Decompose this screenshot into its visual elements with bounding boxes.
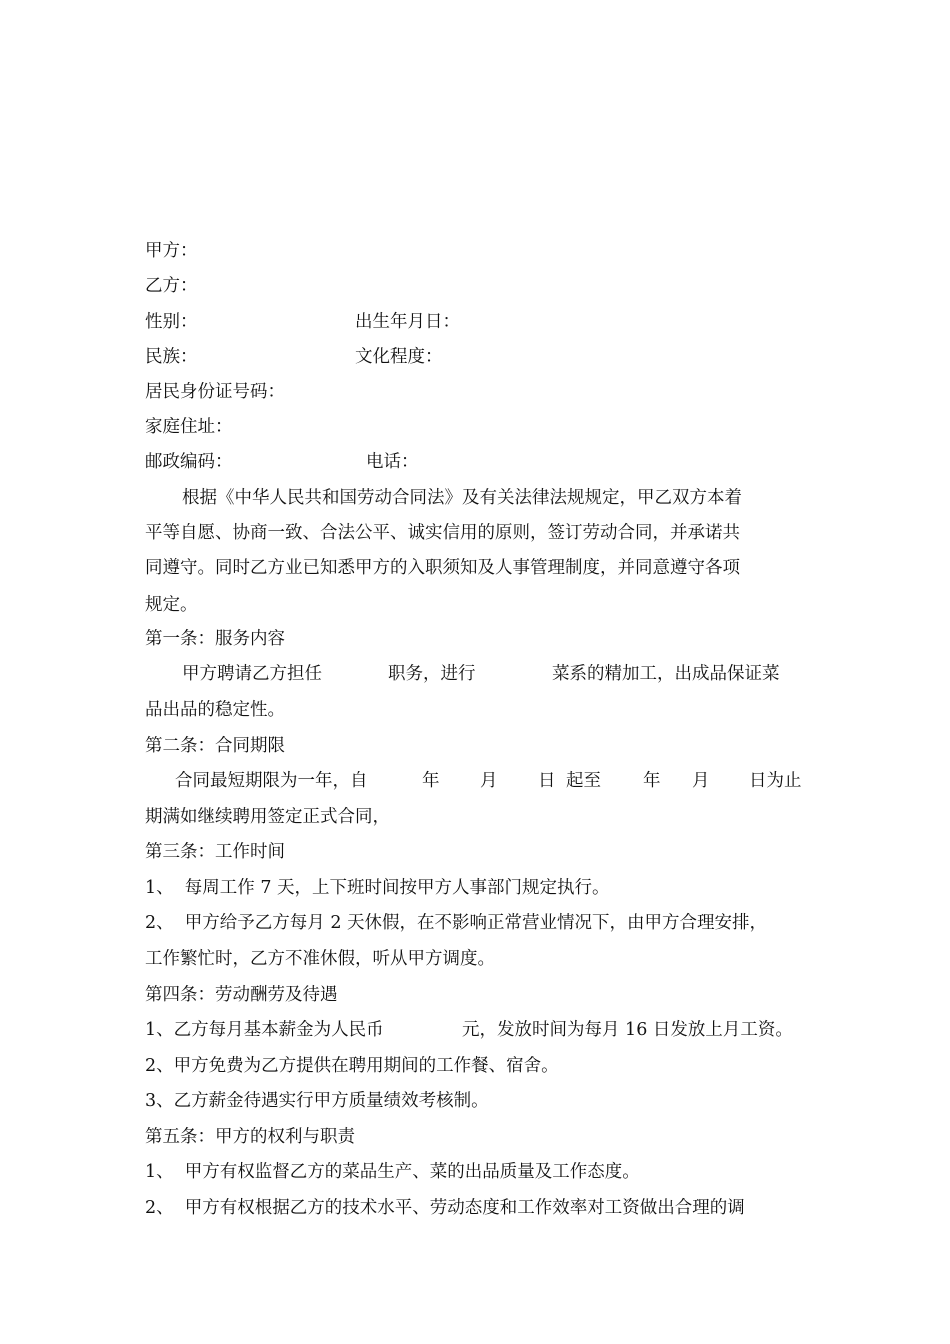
preamble-line: 平等自愿、协商一致、合法公平、诚实信用的原则，签订劳动合同，并承诺共 (145, 523, 740, 543)
postal-code-label: 邮政编码： (145, 452, 233, 472)
article-4-item: 2、甲方免费为乙方提供在聘用期间的工作餐、宿舍。 (145, 1056, 559, 1076)
article-4-item: 元，发放时间为每月 16 日发放上月工资。 (462, 1020, 793, 1040)
article-2-text: 起至 (566, 771, 601, 791)
preamble-line: 同遵守。同时乙方业已知悉甲方的入职须知及人事管理制度，并同意遵守各项 (145, 558, 740, 578)
article-4-title: 第四条：劳动酬劳及待遇 (145, 985, 338, 1005)
address-label: 家庭住址： (145, 417, 233, 437)
article-3-item: 工作繁忙时，乙方不准休假，听从甲方调度。 (145, 949, 495, 969)
article-3-item: 2、 甲方给予乙方每月 2 天休假，在不影响正常营业情况下，由甲方合理安排， (145, 913, 768, 933)
article-3-item: 1、 每周工作 7 天，上下班时间按甲方人事部门规定执行。 (145, 878, 610, 898)
article-1-text: 菜系的精加工，出成品保证菜 (552, 664, 780, 684)
article-1-title: 第一条：服务内容 (145, 629, 285, 649)
article-1-text: 职务，进行 (388, 664, 476, 684)
article-2-text: 月 (480, 771, 498, 791)
article-5-title: 第五条：甲方的权利与职责 (145, 1127, 355, 1147)
party-a-label: 甲方： (145, 241, 198, 261)
article-2-text: 期满如继续聘用签定正式合同， (145, 807, 390, 827)
preamble-line: 根据《中华人民共和国劳动合同法》及有关法律法规规定，甲乙双方本着 (182, 488, 742, 508)
article-5-item: 2、 甲方有权根据乙方的技术水平、劳动态度和工作效率对工资做出合理的调 (145, 1198, 745, 1218)
article-2-text: 日为止 (749, 771, 802, 791)
article-2-text: 日 (538, 771, 556, 791)
preamble-line: 规定。 (145, 595, 198, 615)
id-number-label: 居民身份证号码： (145, 382, 285, 402)
birth-date-label: 出生年月日： (355, 312, 460, 332)
article-2-title: 第二条：合同期限 (145, 736, 285, 756)
article-1-text: 品出品的稳定性。 (145, 700, 285, 720)
article-4-item: 1、乙方每月基本薪金为人民币 (145, 1020, 384, 1040)
article-2-text: 年 (643, 771, 661, 791)
gender-label: 性别： (145, 312, 198, 332)
article-2-text: 年 (422, 771, 440, 791)
education-label: 文化程度： (355, 347, 443, 367)
party-b-label: 乙方： (145, 276, 198, 296)
article-2-text: 合同最短期限为一年，自 (175, 771, 368, 791)
ethnicity-label: 民族： (145, 347, 198, 367)
article-4-item: 3、乙方薪金待遇实行甲方质量绩效考核制。 (145, 1091, 489, 1111)
article-5-item: 1、 甲方有权监督乙方的菜品生产、菜的出品质量及工作态度。 (145, 1162, 640, 1182)
article-1-text: 甲方聘请乙方担任 (182, 664, 322, 684)
phone-label: 电话： (366, 452, 419, 472)
article-2-text: 月 (692, 771, 710, 791)
article-3-title: 第三条：工作时间 (145, 842, 285, 862)
